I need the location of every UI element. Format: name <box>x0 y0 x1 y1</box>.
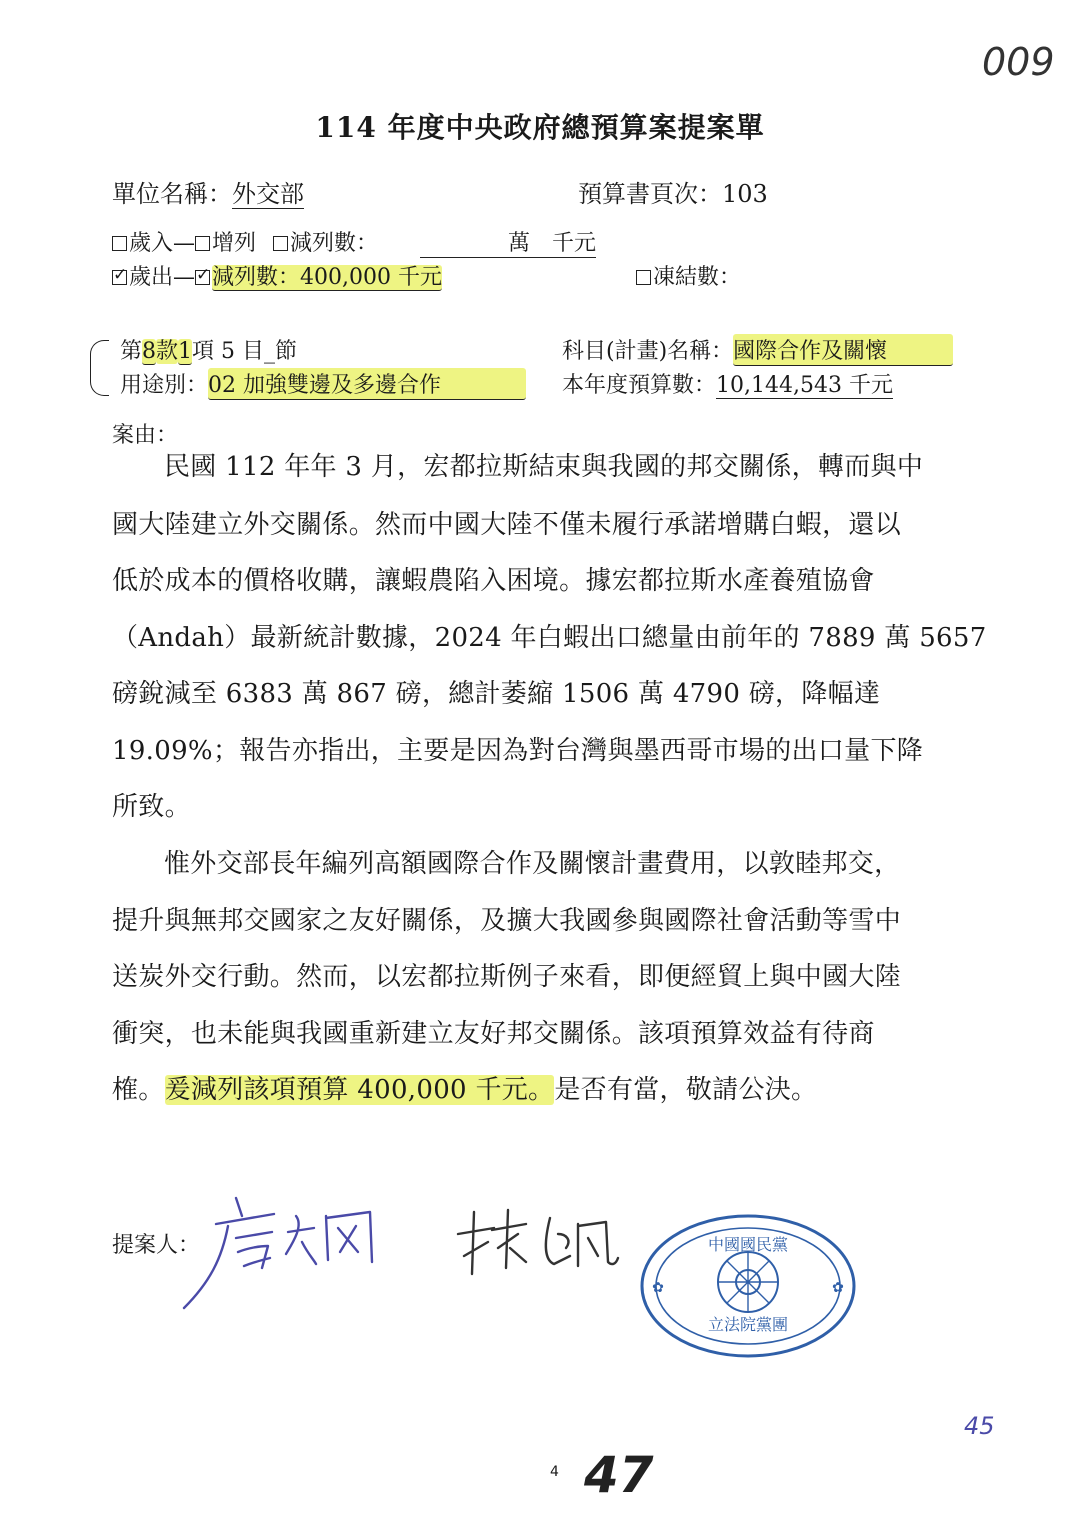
unit-value: 外交部 <box>232 180 304 208</box>
paragraph-line: 磅銳減至 6383 萬 867 磅，總計萎縮 1506 萬 4790 磅，降幅達 <box>112 679 881 709</box>
expense-prefix: 歲出— <box>129 265 196 290</box>
expense-checkbox[interactable] <box>112 270 127 285</box>
revenue-unit-text: 萬 千元 <box>507 231 596 256</box>
subject-label: 科目(計畫)名稱： <box>562 339 734 364</box>
proposer-label: 提案人： <box>112 1233 201 1258</box>
usage-value: 02 加強雙邊及多邊合作 <box>208 368 526 400</box>
last-line-c: 是否有當，敬請公決。 <box>554 1075 818 1105</box>
budget-value: 10,144,543 千元 <box>716 373 893 398</box>
paragraph-line: 所致。 <box>112 792 191 822</box>
subject-row <box>562 334 953 366</box>
subject-value: 國際合作及關懷 <box>733 334 953 366</box>
budget-label: 本年度預算數： <box>562 373 717 398</box>
reason-label: 案由： <box>112 423 179 448</box>
reduce-label: 減列數： <box>290 231 379 256</box>
budget-row <box>562 368 893 399</box>
expense-reduce-highlight <box>212 265 442 291</box>
bracket-mark <box>90 340 109 396</box>
party-stamp <box>636 1210 860 1362</box>
highlighted-reduction: 爰減列該項預算 400,000 千元。 <box>164 1075 555 1105</box>
usage-label: 用途別： <box>120 373 209 398</box>
freeze-label: 凍結數： <box>653 265 742 290</box>
revenue-amount-field <box>420 226 596 258</box>
stamp-top-text: 中國國民黨 <box>707 1235 789 1254</box>
last-line-a: 榷。 <box>112 1075 165 1105</box>
expense-line <box>112 260 442 291</box>
stamp-star-left-icon: ✿ <box>652 1280 664 1296</box>
paragraph-line: 國大陸建立外交關係。然而中國大陸不僅未履行承諾增購白蝦，還以 <box>112 510 902 540</box>
handwritten-page-number: 009 <box>982 40 1055 84</box>
paragraph-line: 民國 112 年年 3 月，宏都拉斯結束與我國的邦交關係，轉而與中 <box>164 452 924 482</box>
add-checkbox[interactable] <box>195 236 210 251</box>
section-prefix: 第 <box>120 339 143 364</box>
page-number: 4 <box>550 1464 559 1480</box>
unit-row <box>112 174 304 209</box>
revenue-prefix: 歲入— <box>129 231 196 256</box>
paragraph-line: （Andah）最新統計數據，2024 年白蝦出口總量由前年的 7889 萬 5657 <box>112 623 987 653</box>
section-kuan: 8 <box>142 339 157 364</box>
freeze-row <box>636 260 741 291</box>
page-ref-row <box>578 174 768 209</box>
section-kuan-label: 款 <box>156 339 179 364</box>
paragraph-last-line <box>112 1069 817 1106</box>
expense-amount: 400,000 千元 <box>300 265 443 290</box>
document-title: 114 年度中央政府總預算案提案單 <box>315 111 765 144</box>
paragraph-line: 低於成本的價格收購，讓蝦農陷入困境。據宏都拉斯水產養殖協會 <box>112 566 875 596</box>
usage-row <box>120 368 526 400</box>
page-ref-label: 預算書頁次： <box>578 180 722 208</box>
section-rest: 項 5 目_節 <box>192 339 298 364</box>
paragraph-line: 送炭外交行動。然而，以宏都拉斯例子來看，即便經貿上與中國大陸 <box>112 962 902 992</box>
revenue-checkbox[interactable] <box>112 236 127 251</box>
expense-reduce-checkbox[interactable] <box>195 270 210 285</box>
paragraph-line: 惟外交部長年編列高額國際合作及關懷計畫費用，以敦睦邦交， <box>164 849 901 879</box>
expense-reduce-label: 減列數： <box>212 265 301 290</box>
signature-2 <box>454 1204 624 1284</box>
add-label: 增列 <box>212 231 257 256</box>
handwritten-45: 45 <box>964 1412 995 1440</box>
handwritten-47: 47 <box>584 1446 654 1504</box>
freeze-checkbox[interactable] <box>636 270 651 285</box>
paragraph-line: 提升與無邦交國家之友好關係，及擴大我國參與國際社會活動等雪中 <box>112 906 902 936</box>
signature-1 <box>176 1186 396 1316</box>
revenue-line <box>112 226 378 257</box>
section-line <box>120 334 297 365</box>
stamp-star-right-icon: ✿ <box>832 1280 844 1296</box>
paragraph-line: 19.09%；報告亦指出，主要是因為對台灣與墨西哥市場的出口量下降 <box>112 736 924 766</box>
paragraph-line: 衝突，也未能與我國重新建立友好邦交關係。該項預算效益有待商 <box>112 1019 875 1049</box>
reduce-checkbox[interactable] <box>273 236 288 251</box>
stamp-bottom-text: 立法院黨團 <box>707 1315 789 1334</box>
unit-label: 單位名稱： <box>112 180 232 208</box>
section-xiang: 1 <box>178 339 193 364</box>
page-ref-value: 103 <box>722 180 768 208</box>
